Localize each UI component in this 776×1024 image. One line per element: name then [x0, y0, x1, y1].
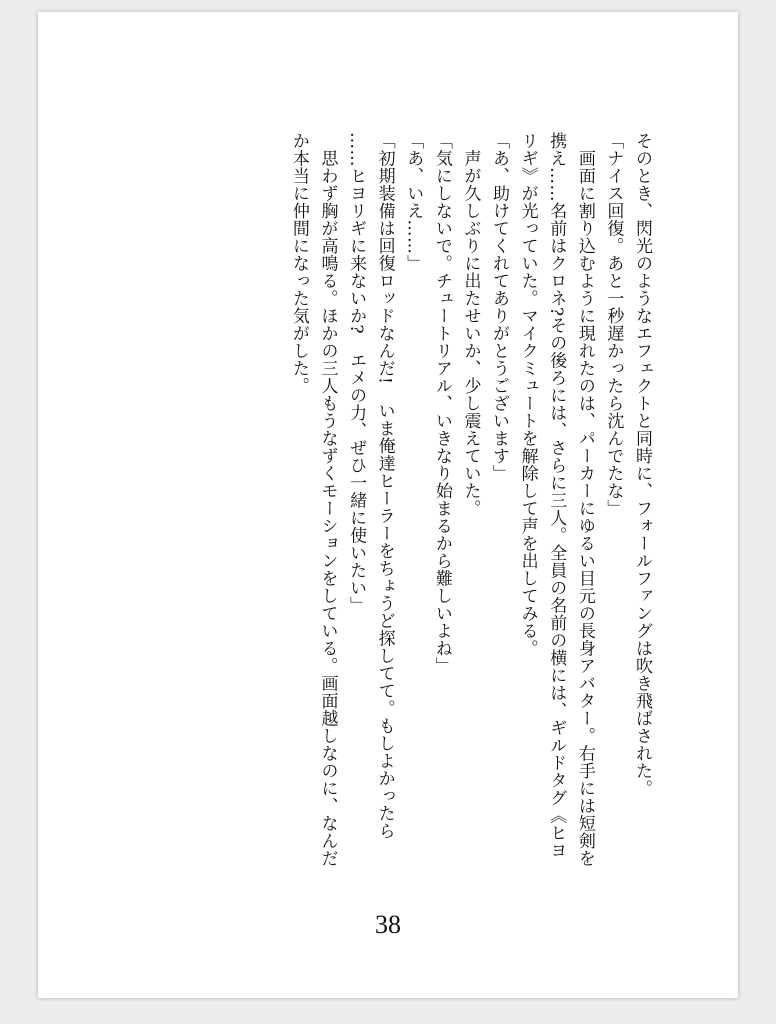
text-line-1: そのとき、閃光のようなエフェクトと同時に、フォールファングは吹き飛ばされた。 [632, 132, 652, 797]
text-line-8: 「気にしないで。チュートリアル、いきなり始まるから難しいよね」 [431, 132, 452, 675]
text-line-7: 声が久しぶりに出たせいか、少し震えていた。 [460, 132, 481, 517]
text-line-9: 「あ、いえ……」 [403, 132, 424, 272]
text-line-13: か本当に仲間になった気がした。 [288, 132, 309, 395]
text-line-3: 画面に割り込むように現れたのは、パーカーにゆるい目元の長身アバター。右手には短剣を [574, 132, 595, 867]
text-line-12: 思わず胸が高鳴る。ほかの三人もうなずくモーションをしている。画面越しなのに、なんだ [317, 132, 338, 867]
text-line-5: リギ》が光っていた。マイクミュートを解除して声を出してみる。 [517, 132, 538, 657]
text-line-2: 「ナイス回復。あと一秒遅かったら沈んでたな」 [603, 132, 624, 517]
text-line-4: 携え……名前はクロネ?その後ろには、さらに三人。全員の名前の横には、ギルドタグ《ヒヨ [546, 132, 567, 860]
book-page [38, 12, 738, 998]
text-line-11: ……ヒヨリギに来ないか? エメの力、ぜひ一緒に使いたい」 [346, 132, 367, 615]
page-number: 38 [375, 910, 401, 939]
body-text [284, 132, 656, 902]
text-line-10: 「初期装備は回復ロッドなんだ! いま俺達ヒーラーをちょうど探してて。もしよかったら [374, 132, 395, 840]
text-line-6: 「あ、助けてくれてありがとうございます」 [489, 132, 510, 482]
